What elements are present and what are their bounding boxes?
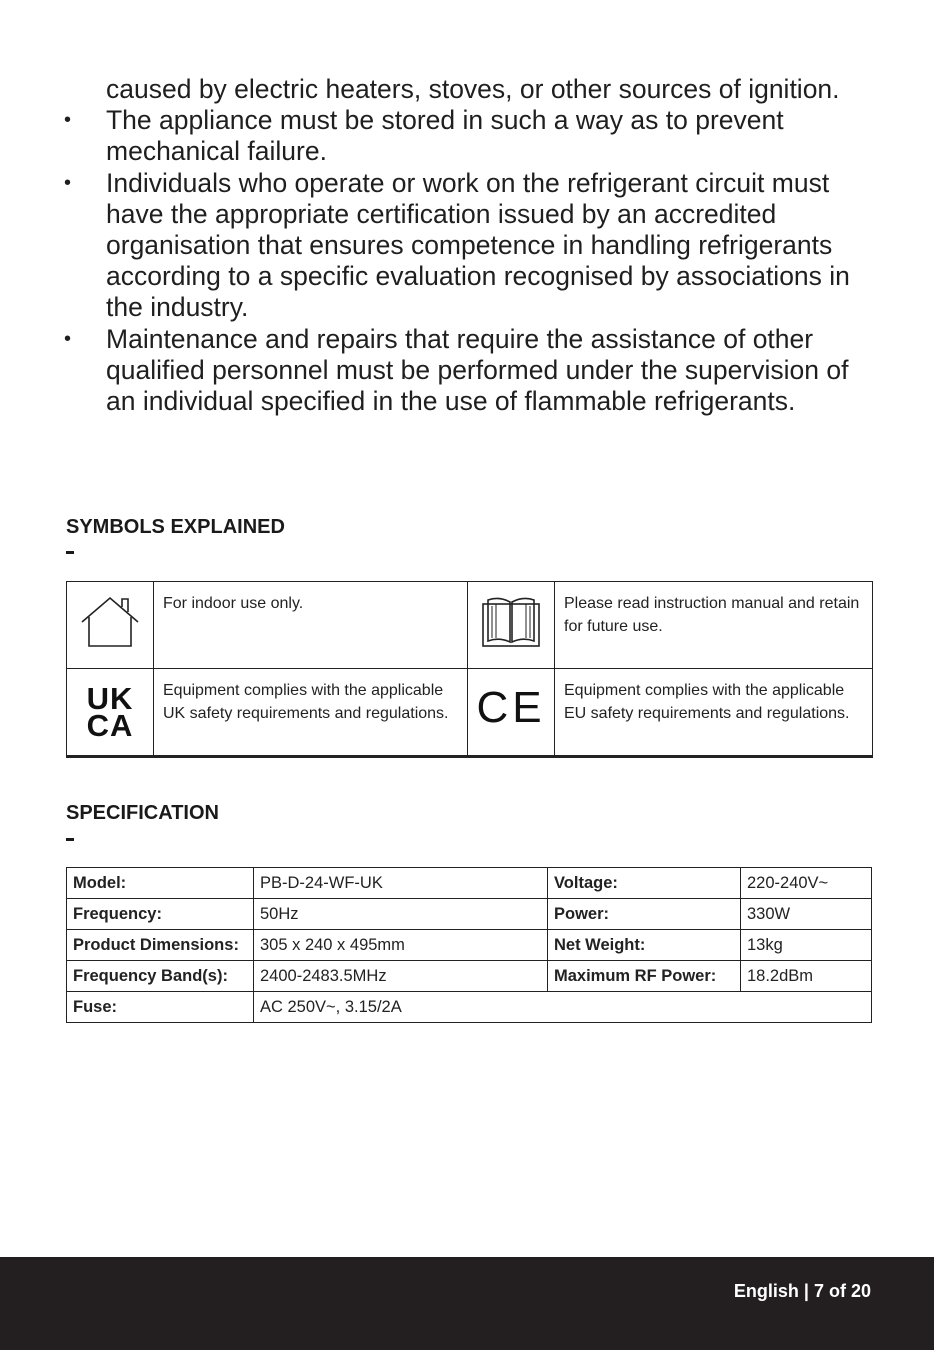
spec-value: 330W	[741, 899, 872, 930]
table-row	[67, 961, 872, 992]
ce-mark-icon: CE	[476, 682, 546, 732]
spec-label: Net Weight:	[548, 930, 741, 961]
table-row	[67, 992, 872, 1023]
table-row	[67, 669, 873, 757]
symbol-description: Equipment complies with the applicable UK safety requirements and regulations.	[154, 669, 468, 757]
bullet-paragraph	[0, 74, 866, 105]
spec-label: Frequency:	[67, 899, 254, 930]
safety-bullet-list	[0, 74, 934, 417]
specification-heading: SPECIFICATION	[66, 802, 219, 824]
footer-separator: |	[803, 1281, 809, 1301]
spec-value: AC 250V~, 3.15/2A	[254, 992, 872, 1023]
spec-label: Model:	[67, 868, 254, 899]
symbol-cell	[468, 582, 555, 669]
table-row	[67, 899, 872, 930]
spec-label: Frequency Band(s):	[67, 961, 254, 992]
heading-dash	[66, 551, 74, 554]
page-indicator	[734, 1281, 871, 1302]
symbols-table	[66, 581, 873, 758]
bullet-dot: •	[64, 171, 72, 194]
spec-label: Power:	[548, 899, 741, 930]
page-number: 7 of 20	[813, 1281, 871, 1301]
paragraph-text: caused by electric heaters, stoves, or other sources of ignition.	[106, 74, 840, 104]
ukca-mark-icon	[67, 681, 153, 743]
table-row	[67, 582, 873, 669]
symbols-heading: SYMBOLS EXPLAINED	[66, 516, 285, 538]
paragraph-text: Individuals who operate or work on the refrigerant circuit must have the appropriate certification issued by an accredited organisation that ensures competence in handling refrigerants according to a specific evaluation recognised by associations in the industry.	[106, 167, 850, 323]
house-icon	[78, 592, 142, 652]
bullet-paragraph	[0, 105, 866, 167]
heading-dash	[66, 838, 74, 841]
bullet-paragraph	[0, 168, 866, 324]
symbol-cell	[67, 582, 154, 669]
spec-label: Fuse:	[67, 992, 254, 1023]
symbol-description: Equipment complies with the applicable EU safety requirements and regulations.	[555, 669, 873, 757]
page-footer	[0, 1257, 934, 1350]
symbol-description: Please read instruction manual and retain for future use.	[555, 582, 873, 669]
table-row	[67, 868, 872, 899]
spec-value: 305 x 240 x 495mm	[254, 930, 548, 961]
spec-value: 220-240V~	[741, 868, 872, 899]
bullet-paragraph	[0, 324, 866, 418]
spec-label: Voltage:	[548, 868, 741, 899]
paragraph-text: The appliance must be stored in such a way as to prevent mechanical failure.	[106, 105, 784, 167]
ukca-mark-top: UK	[86, 681, 134, 716]
spec-label: Maximum RF Power:	[548, 961, 741, 992]
paragraph-text: Maintenance and repairs that require the assistance of other qualified personnel must be performed under the supervision of an individual specified in the use of flammable refrigerants.	[106, 323, 849, 417]
table-row	[67, 930, 872, 961]
spec-label: Product Dimensions:	[67, 930, 254, 961]
ukca-mark-bottom: CA	[86, 708, 134, 743]
spec-value: 13kg	[741, 930, 872, 961]
symbol-cell	[67, 669, 154, 757]
symbol-cell	[468, 669, 555, 757]
symbol-description: For indoor use only.	[154, 582, 468, 669]
manual-book-icon	[480, 594, 542, 650]
bullet-dot: •	[64, 109, 72, 132]
spec-value: PB-D-24-WF-UK	[254, 868, 548, 899]
bullet-dot: •	[64, 327, 72, 350]
footer-language: English	[733, 1281, 799, 1301]
spec-value: 2400-2483.5MHz	[254, 961, 548, 992]
spec-value: 18.2dBm	[741, 961, 872, 992]
specification-table	[66, 867, 872, 1023]
spec-value: 50Hz	[254, 899, 548, 930]
